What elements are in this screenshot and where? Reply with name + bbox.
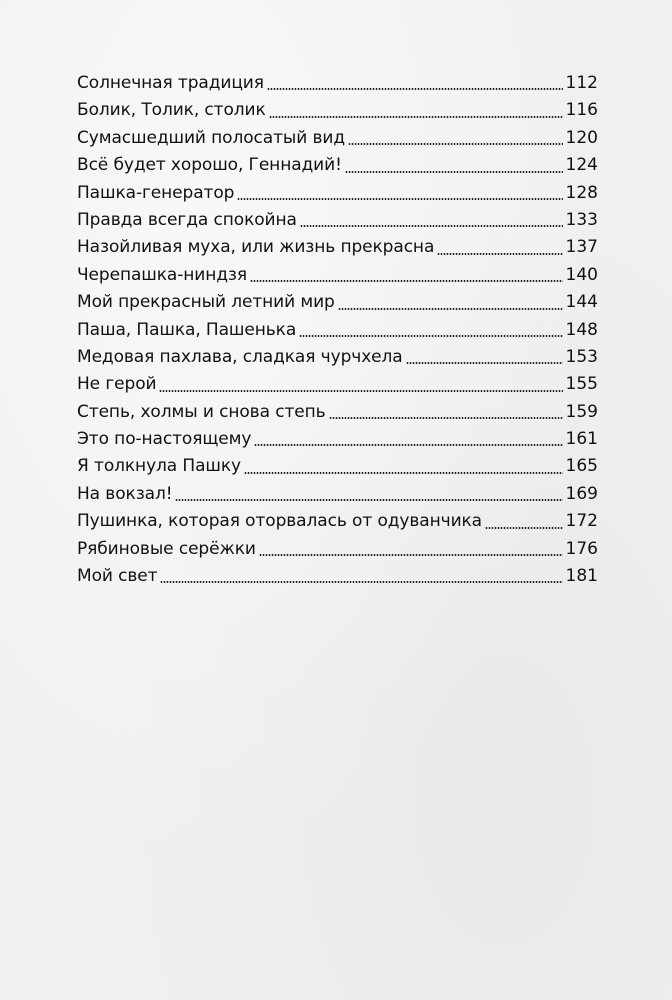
toc-entry (77, 317, 598, 344)
toc-entry (77, 289, 598, 316)
toc-entry (77, 536, 598, 563)
toc-entry (77, 97, 598, 124)
toc-entry-page: 169 (565, 483, 598, 504)
dot-leader (485, 527, 563, 529)
toc-entry-title: Рябиновые серёжки (77, 538, 256, 559)
table-of-contents (77, 70, 598, 590)
toc-entry-title: Паша, Пашка, Пашенька (77, 319, 297, 340)
dot-leader (159, 390, 562, 392)
toc-entry-page: 137 (565, 237, 598, 258)
toc-entry-page: 159 (565, 401, 598, 422)
dot-leader (300, 225, 563, 227)
toc-entry (77, 125, 598, 152)
toc-entry-title: Всё будет хорошо, Геннадий! (77, 155, 342, 176)
toc-entry-page: 172 (565, 511, 598, 532)
toc-entry-title: Правда всегда спокойна (77, 209, 297, 230)
toc-entry (77, 180, 598, 207)
toc-entry-title: Назойливая муха, или жизнь прекрасна (77, 237, 435, 258)
dot-leader (244, 472, 563, 474)
toc-entry-title: Сумасшедший полосатый вид (77, 127, 345, 148)
toc-entry-page: 140 (565, 264, 598, 285)
dot-leader (237, 198, 562, 200)
toc-entry-title: На вокзал! (77, 483, 173, 504)
toc-entry (77, 563, 598, 590)
toc-entry-title: Не герой (77, 374, 157, 395)
toc-entry-page: 124 (565, 155, 598, 176)
toc-entry-title: Мой прекрасный летний мир (77, 292, 335, 313)
toc-entry (77, 371, 598, 398)
toc-entry-page: 176 (565, 538, 598, 559)
toc-entry-title: Черепашка-ниндзя (77, 264, 247, 285)
toc-entry (77, 481, 598, 508)
toc-entry (77, 207, 598, 234)
toc-entry-page: 153 (565, 346, 598, 367)
toc-entry (77, 344, 598, 371)
toc-entry-title: Это по-настоящему (77, 429, 252, 450)
dot-leader (267, 88, 563, 90)
toc-entry-page: 112 (565, 73, 598, 93)
dot-leader (250, 280, 563, 282)
toc-entry-page: 144 (565, 292, 598, 313)
toc-entry (77, 399, 598, 426)
dot-leader (348, 143, 563, 145)
dot-leader (406, 362, 563, 364)
toc-entry-title: Мой свет (77, 566, 158, 587)
dot-leader (329, 417, 563, 419)
dot-leader (254, 444, 562, 446)
toc-entry-title: Солнечная традиция (77, 73, 264, 93)
toc-entry (77, 70, 598, 97)
toc-entry-title: Болик, Толик, столик (77, 100, 266, 121)
toc-entry-page: 120 (565, 127, 598, 148)
toc-entry-page: 116 (565, 100, 598, 121)
toc-entry (77, 426, 598, 453)
toc-entry-title: Пушинка, которая оторвалась от одуванчика (77, 511, 483, 532)
toc-entry (77, 152, 598, 179)
toc-entry-page: 155 (565, 374, 598, 395)
toc-entry-title: Пашка-генератор (77, 182, 235, 203)
toc-entry (77, 453, 598, 480)
toc-entry (77, 262, 598, 289)
dot-leader (345, 171, 563, 173)
toc-entry-page: 165 (565, 456, 598, 477)
toc-entry-title: Медовая пахлава, сладкая чурчхела (77, 346, 403, 367)
toc-entry-page: 128 (565, 182, 598, 203)
toc-entry (77, 234, 598, 261)
toc-entry-page: 148 (565, 319, 598, 340)
toc-entry-page: 133 (565, 209, 598, 230)
dot-leader (299, 335, 562, 337)
toc-entry (77, 508, 598, 535)
dot-leader (259, 554, 563, 556)
toc-entry-page: 181 (565, 566, 598, 587)
dot-leader (175, 499, 562, 501)
toc-entry-title: Я толкнула Пашку (77, 456, 242, 477)
dot-leader (160, 581, 562, 583)
toc-entry-page: 161 (565, 429, 598, 450)
dot-leader (437, 253, 562, 255)
toc-entry-title: Степь, холмы и снова степь (77, 401, 326, 422)
dot-leader (338, 308, 563, 310)
dot-leader (269, 116, 563, 118)
